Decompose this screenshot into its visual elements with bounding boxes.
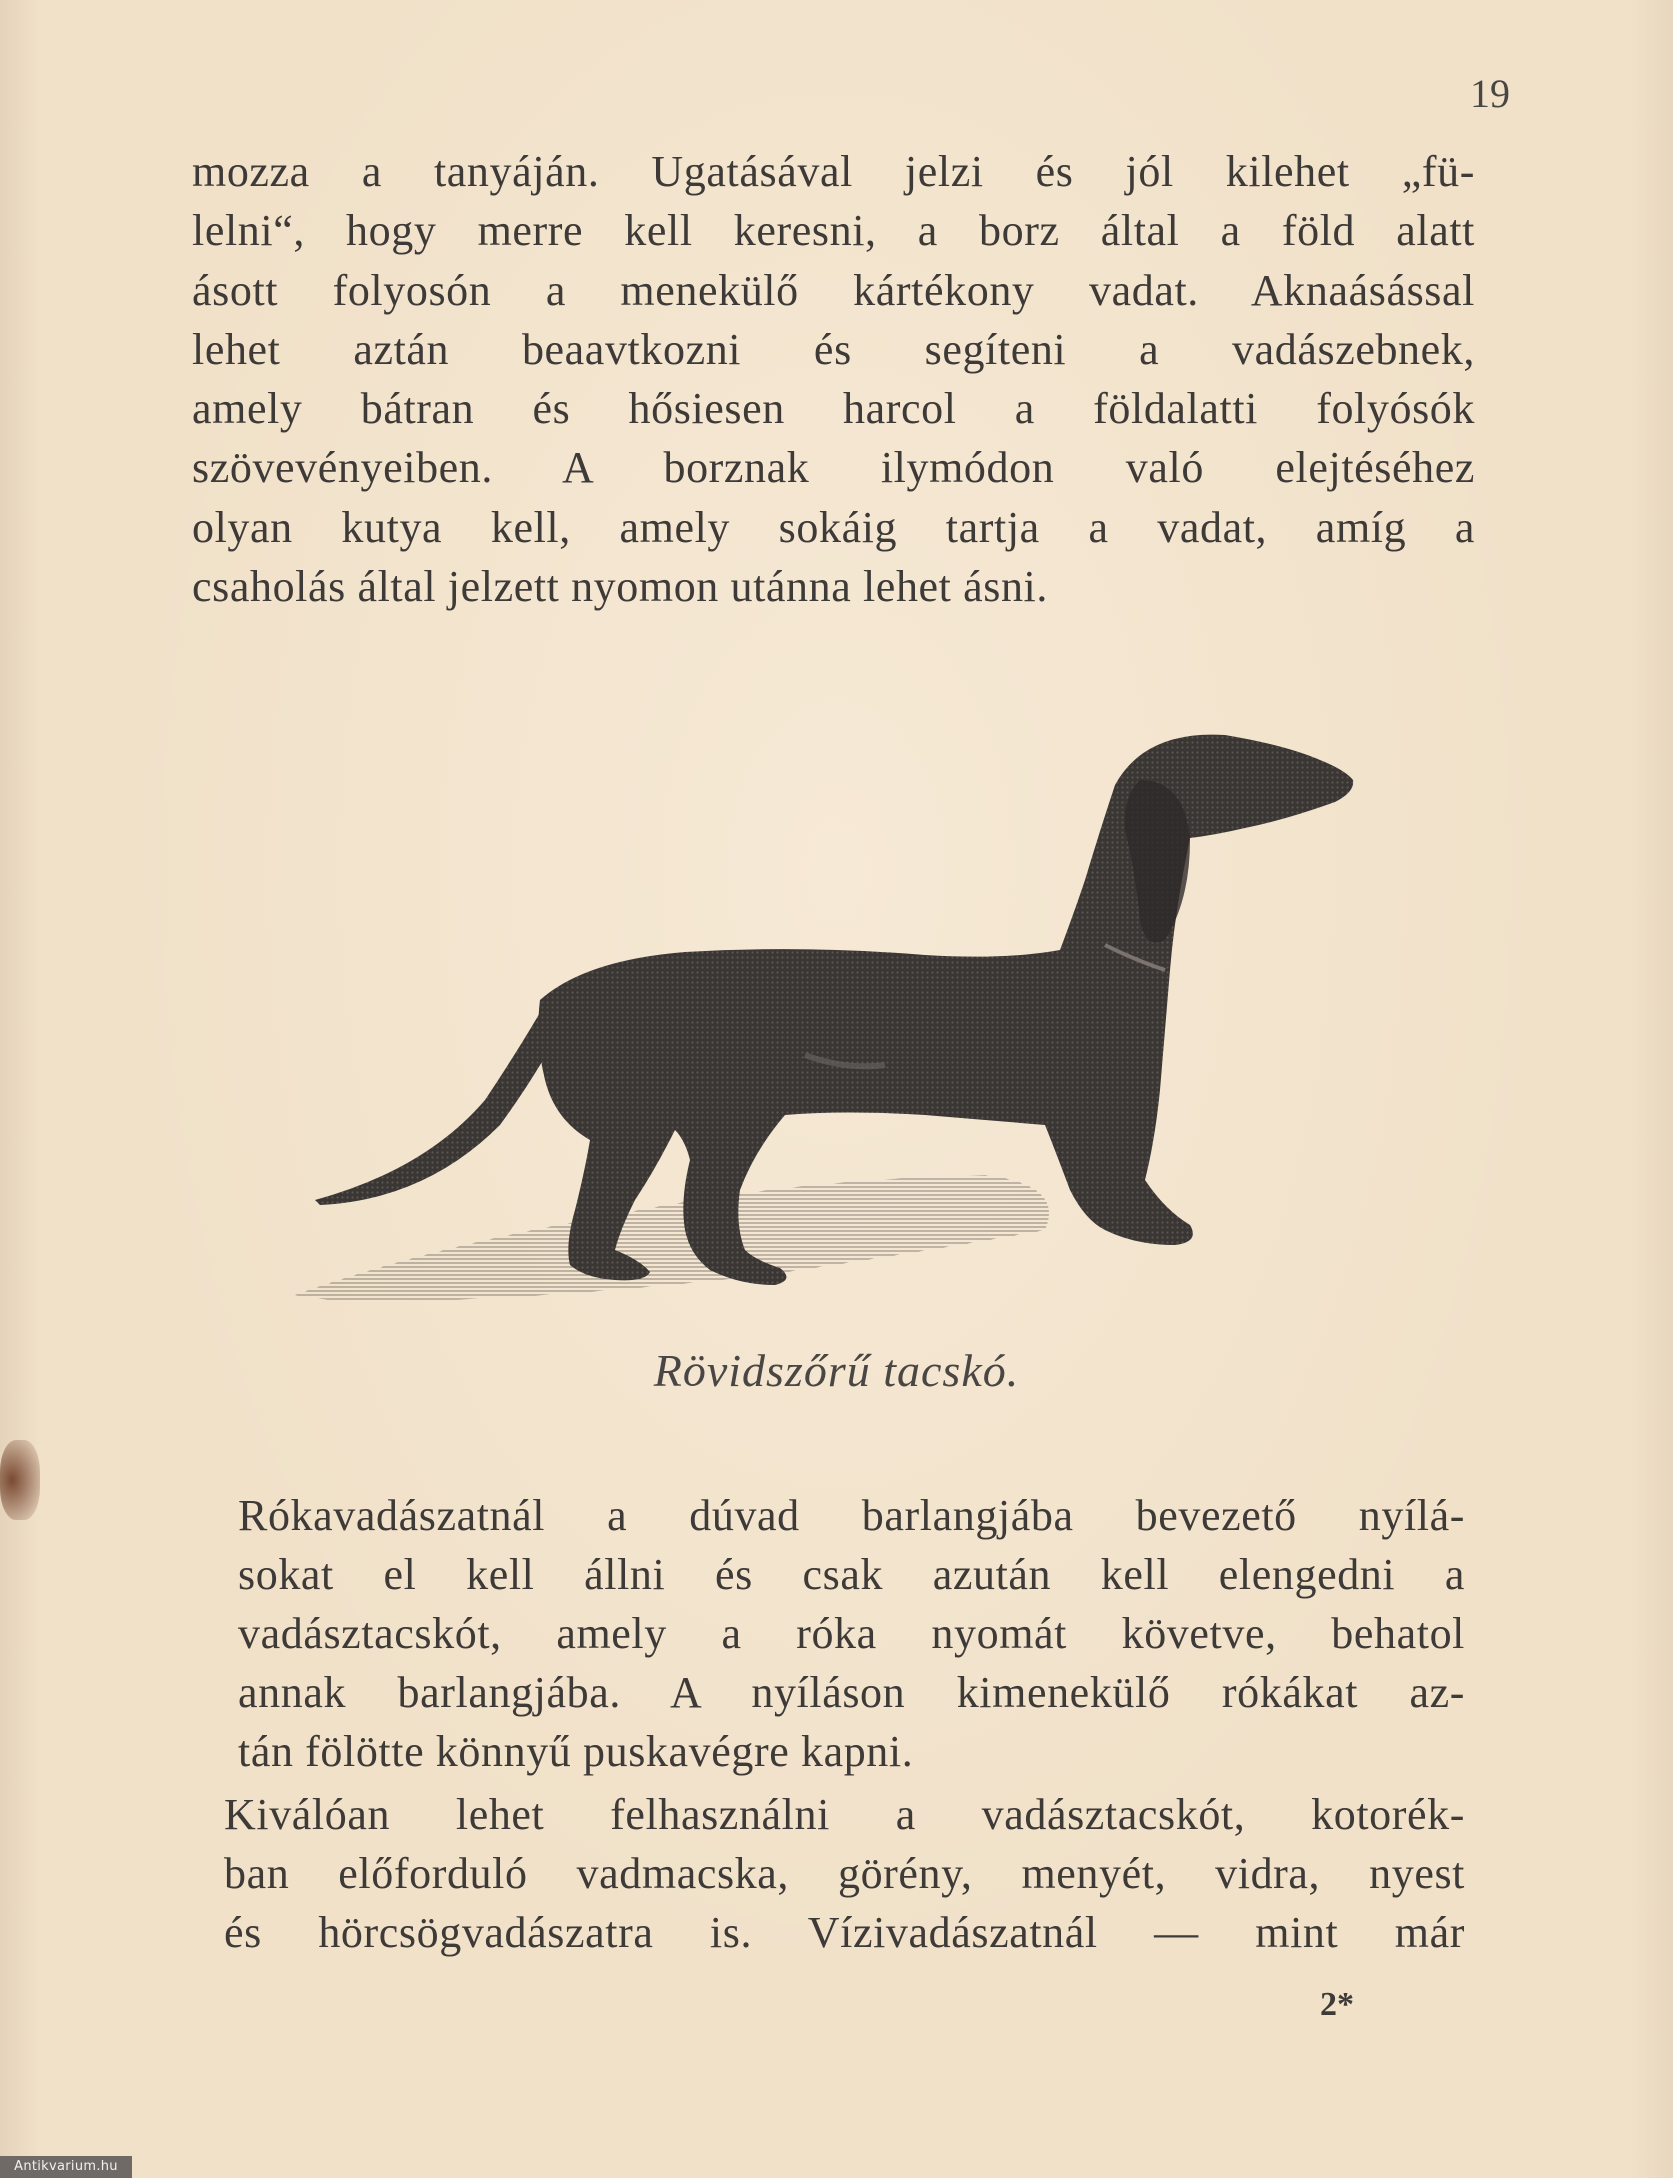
dog-tail xyxy=(315,995,565,1205)
paragraph-1-line: amely bátran és hősiesen harcol a földalatti folyósók xyxy=(192,384,1475,434)
dachshund-illustration-icon xyxy=(285,670,1385,1350)
paragraph-2-line: tán fölötte könnyű puskavégre kapni. xyxy=(238,1727,914,1776)
watermark: Antikvarium.hu xyxy=(0,2156,132,2178)
page-number: 19 xyxy=(1470,71,1510,116)
paragraph-1-line: mozza a tanyáján. Ugatásával jelzi és jól kilehet „fü- xyxy=(192,147,1475,196)
paragraph-2-line: Rókavadászatnál a dúvad barlangjába bevezető nyílá- xyxy=(238,1491,1465,1540)
paragraph-2-line: sokat el kell állni és csak azután kell elengedni a xyxy=(238,1550,1465,1599)
paragraph-1-line: szövevényeiben. A borznak ilymódon való elejtéséhez xyxy=(192,443,1475,493)
paper-stain xyxy=(0,1440,40,1520)
paragraph-2-line: annak barlangjába. A nyíláson kimenekülő rókákat az- xyxy=(238,1668,1465,1717)
paragraph-3-line: és hörcsögvadászatra is. Vízivadászatnál — mint már xyxy=(224,1908,1465,1957)
paragraph-1-line: lelni“, hogy merre kell keresni, a borz által a föld alatt xyxy=(192,206,1475,256)
paragraph-1 xyxy=(192,142,1475,616)
paragraph-2 xyxy=(174,1486,1465,1781)
paragraph-2-line: vadásztacskót, amely a róka nyomát követve, behatol xyxy=(238,1609,1465,1658)
signature-mark: 2* xyxy=(1320,1986,1354,2023)
paragraph-1-line: olyan kutya kell, amely sokáig tartja a vadat, amíg a xyxy=(192,502,1475,552)
paragraph-3 xyxy=(174,1785,1465,1962)
paragraph-3-line: Kiválóan lehet felhasználni a vadásztacskót, kotorék- xyxy=(224,1790,1465,1839)
paragraph-1-line: csaholás által jelzett nyomon utánna lehet ásni. xyxy=(192,562,1048,612)
paragraph-1-line: lehet aztán beaavtkozni és segíteni a vadászebnek, xyxy=(192,324,1475,374)
paragraph-1-line: ásott folyosón a menekülő kártékony vadat. Aknaásással xyxy=(192,265,1475,315)
paragraph-3-line: ban előforduló vadmacska, görény, menyét, vidra, nyest xyxy=(224,1849,1465,1898)
dog-shadow xyxy=(295,1175,1049,1302)
figure-caption: Rövidszőrű tacskó. xyxy=(653,1345,1020,1396)
